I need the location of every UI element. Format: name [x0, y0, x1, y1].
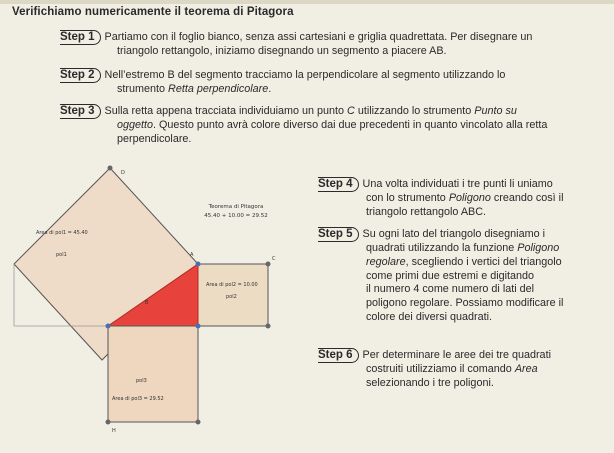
vertex-label: H: [112, 428, 116, 434]
pol3-label: pol3: [136, 378, 147, 384]
step-6: [318, 348, 551, 391]
step-text-line: Su ogni lato del triangolo disegniamo i: [362, 228, 545, 240]
step-text-line: triangolo rettangolo, iniziamo disegnando un segmento a piacere AB.: [117, 45, 447, 57]
page-title: Verifichiamo numericamente il teorema di Pitagora: [12, 6, 294, 18]
step-text-line: come primi due estremi e digitando: [366, 269, 535, 282]
step-4: [318, 177, 563, 220]
step-text-line: Una volta individuati i tre punti li uniamo: [362, 178, 553, 190]
vertex-point[interactable]: [196, 324, 201, 329]
theorem-title: Teorema di Pitagora: [208, 204, 264, 210]
area-pol2-label: Area di pol2 = 10.00: [206, 282, 258, 288]
step-badge: Step 1: [60, 30, 101, 45]
step-text-line: quadrati utilizzando la funzione Poligono: [366, 242, 560, 254]
vertex-point[interactable]: [196, 420, 201, 425]
vertex-point[interactable]: [266, 262, 271, 267]
vertex-point[interactable]: [266, 324, 271, 329]
geometry-figure: [0, 160, 320, 453]
vertex-label: B: [145, 300, 149, 306]
step-text-line: Partiamo con il foglio bianco, senza assi cartesiani e griglia quadrettata. Per disegnare un: [104, 31, 533, 43]
vertex-point[interactable]: [196, 262, 201, 267]
step-text-line: oggetto. Questo punto avrà colore diverso dai due precedenti in quanto vincolato alla retta: [117, 119, 548, 131]
step-text-line: colore dei diversi quadrati.: [366, 310, 493, 323]
vertex-label: D: [121, 170, 125, 176]
vertex-label: A: [190, 252, 194, 258]
square-pol3: [108, 326, 198, 422]
step-badge: Step 3: [60, 104, 101, 119]
step-text-line: il numero 4 come numero di lati del: [366, 283, 535, 296]
pythagoras-construction: [0, 160, 320, 453]
area-pol3-label: Area di pol3 = 29.52: [112, 396, 164, 402]
vertex-point[interactable]: [108, 166, 113, 171]
step-badge: Step 2: [60, 68, 101, 83]
step-text-line: Sulla retta appena tracciata individuiamo un punto C utilizzando lo strumento Punto su: [104, 105, 517, 117]
pol2-label: pol2: [226, 294, 237, 300]
step-text-line: perpendicolare.: [117, 132, 192, 145]
step-text-line: poligono regolare. Possiamo modificare il: [366, 297, 564, 310]
step-badge: Step 5: [318, 227, 359, 242]
vertex-label: C: [272, 256, 276, 262]
step-2: [60, 68, 505, 97]
step-text-line: Per determinare le aree dei tre quadrati: [362, 349, 551, 361]
step-text-line: strumento Retta perpendicolare.: [117, 83, 272, 95]
step-badge: Step 6: [318, 348, 359, 363]
step-text-line: selezionando i tre poligoni.: [366, 376, 494, 389]
step-text-line: con lo strumento Poligono creando così il: [366, 192, 564, 204]
step-badge: Step 4: [318, 177, 359, 192]
step-1: [60, 30, 532, 59]
step-5: [318, 227, 563, 325]
vertex-point[interactable]: [106, 420, 111, 425]
area-pol1-label: Area di pol1 = 45.40: [36, 230, 88, 236]
step-text-line: triangolo rettangolo ABC.: [366, 205, 487, 218]
step-3: [60, 104, 547, 146]
step-text-line: regolare, scegliendo i vertici del triangolo: [366, 255, 562, 268]
pol1-label: pol1: [56, 252, 67, 258]
step-text-line: Nell’estremo B del segmento tracciamo la perpendicolare al segmento utilizzando lo: [104, 69, 506, 81]
vertex-point[interactable]: [106, 324, 111, 329]
theorem-equation: 45.40 + 10.00 = 29.52: [204, 213, 268, 219]
step-text-line: costruiti utilizziamo il comando Area: [366, 363, 538, 375]
top-strip: [0, 0, 614, 4]
